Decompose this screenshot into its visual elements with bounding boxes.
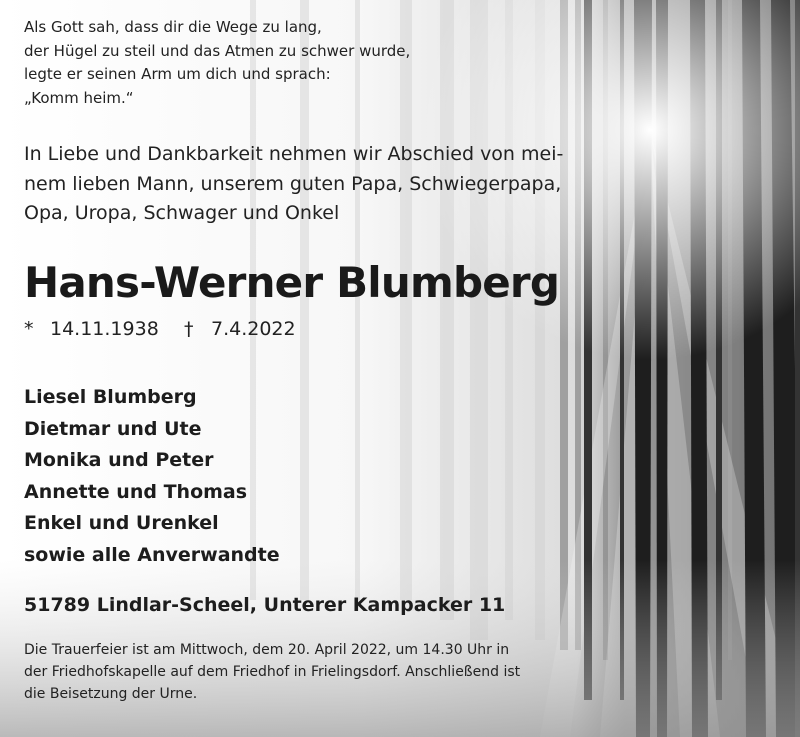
death-date: 7.4.2022 [211, 318, 296, 340]
mourner-line: sowie alle Anverwandte [24, 543, 280, 566]
poem-line: Als Gott sah, dass dir die Wege zu lang, [24, 18, 322, 36]
family-address: 51789 Lindlar-Scheel, Unterer Kampacker 11 [24, 594, 506, 616]
mourners-list [24, 382, 280, 571]
mourner-line: Annette und Thomas [24, 480, 248, 503]
intro-line: In Liebe und Dankbarkeit nehmen wir Abschied von mei- [24, 143, 564, 165]
poem-line: der Hügel zu steil und das Atmen zu schwer wurde, [24, 41, 411, 60]
birth-symbol: * [24, 318, 34, 340]
poem-line: „Komm heim.“ [24, 88, 134, 107]
intro-line: Opa, Uropa, Schwager und Onkel [24, 202, 340, 224]
birth-date: 14.11.1938 [50, 318, 159, 340]
farewell-intro [24, 140, 584, 229]
deceased-name: Hans-Werner Blumberg [24, 258, 560, 307]
poem-line: legte er seinen Arm um dich und sprach: [24, 65, 331, 83]
service-line: die Beisetzung der Urne. [24, 686, 198, 702]
mourner-line: Monika und Peter [24, 449, 214, 471]
mourner-line: Dietmar und Ute [24, 417, 202, 440]
mourner-line: Liesel Blumberg [24, 386, 197, 408]
service-info [24, 639, 520, 705]
poem [24, 16, 410, 110]
service-line: der Friedhofskapelle auf dem Friedhof in Frielingsdorf. Anschließend ist [24, 664, 521, 680]
death-symbol: † [184, 318, 194, 340]
life-dates [24, 318, 296, 340]
mourner-line: Enkel und Urenkel [24, 512, 219, 534]
intro-line: nem lieben Mann, unserem guten Papa, Schwiegerpapa, [24, 172, 562, 195]
service-line: Die Trauerfeier ist am Mittwoch, dem 20. April 2022, um 14.30 Uhr in [24, 642, 510, 658]
